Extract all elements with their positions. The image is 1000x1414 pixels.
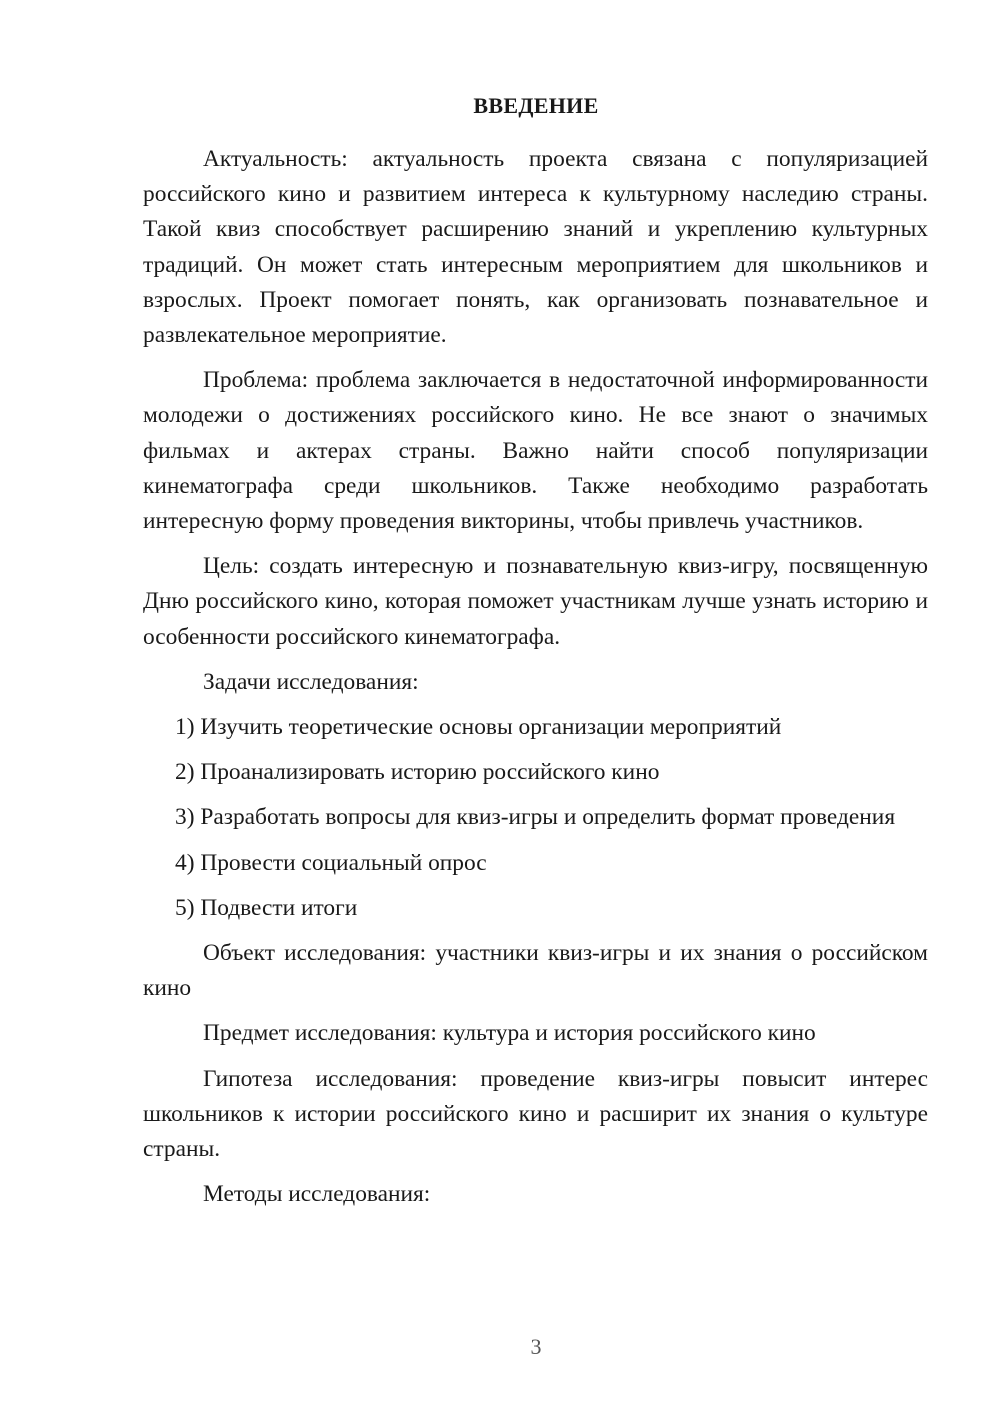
task-item-2: 2) Проанализировать историю российского кино — [175, 759, 660, 786]
paragraph-problem: Проблема: проблема заключается в недостаточной информированности молодежи о достижениях российского кино. Не все знают о значимых фильмах и актерах страны. Важно найти способ популяризации кинематографа среди школьников. Также необходимо разработать интересную форму проведения викторины, чтобы привлечь участников. — [143, 367, 928, 535]
task-item-3: 3) Разработать вопросы для квиз-игры и определить формат проведения — [175, 804, 896, 831]
paragraph-relevance: Актуальность: актуальность проекта связана с популяризацией российского кино и развитием интереса к культурному наследию страны. Такой квиз способствует расширению знаний и укреплению культурных традиций. Он может стать интересным мероприятием для школьников и взрослых. Проект помогает понять, как организовать познавательное и развлекательное мероприятие. — [143, 146, 928, 349]
paragraph-goal: Цель: создать интересную и познавательную квиз-игру, посвященную Дню российского кино, которая поможет участникам лучше узнать историю и особенности российского кинематографа. — [143, 553, 928, 650]
task-item-1: 1) Изучить теоретические основы организации мероприятий — [175, 714, 782, 741]
paragraph-object: Объект исследования: участники квиз-игры и их знания о российском кино — [143, 940, 928, 1002]
page-title: ВВЕДЕНИЕ — [473, 93, 599, 118]
task-item-4: 4) Провести социальный опрос — [175, 849, 487, 876]
paragraph-methods: Методы исследования: — [203, 1181, 431, 1208]
paragraph-hypothesis: Гипотеза исследования: проведение квиз-игры повысит интерес школьников к истории российского кино и расширит их знания о культуре страны. — [143, 1065, 928, 1163]
paragraph-tasks-heading: Задачи исследования: — [203, 668, 419, 695]
document-body — [143, 142, 928, 1212]
page-number: 3 — [530, 1334, 542, 1359]
paragraph-subject: Предмет исследования: культура и история российского кино — [203, 1020, 816, 1047]
task-item-5: 5) Подвести итоги — [175, 894, 358, 921]
